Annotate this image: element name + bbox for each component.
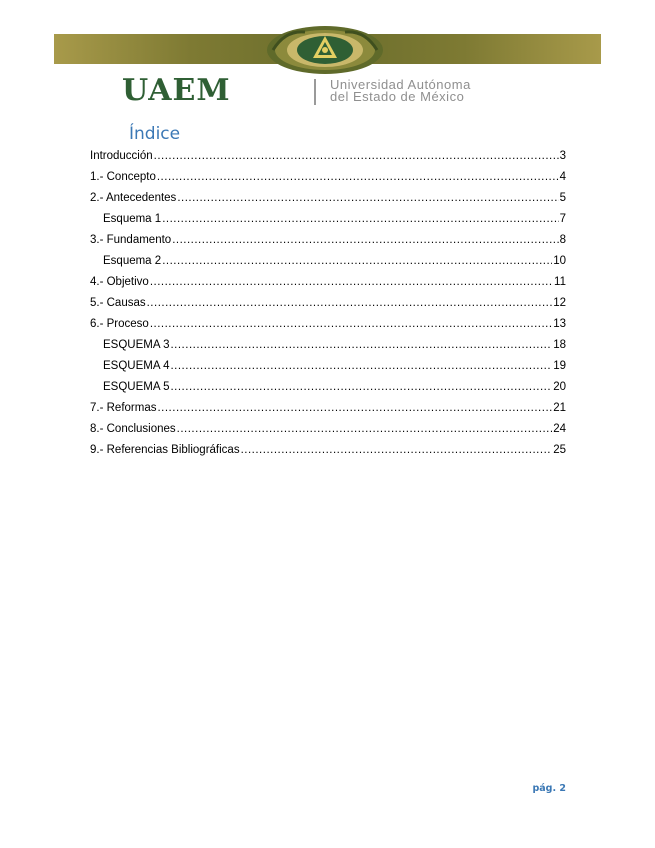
toc-leader-dots [150,272,553,293]
toc-entry-label: 5.- Causas [90,297,146,309]
toc-entry[interactable] [90,335,566,356]
toc-leader-dots [170,335,552,356]
toc-entry[interactable] [90,167,566,188]
toc-entry[interactable] [90,440,566,461]
toc-entry-label: 9.- Referencias Bibliográficas [90,444,240,456]
toc-leader-dots [170,377,552,398]
toc-entry-page: 8 [559,234,566,246]
toc-entry-page: 25 [553,444,566,456]
toc-leader-dots [162,251,552,272]
university-seal-icon [265,24,385,76]
toc-entry[interactable] [90,377,566,398]
toc-entry[interactable] [90,251,566,272]
toc-entry[interactable] [90,209,566,230]
toc-entry[interactable] [90,272,566,293]
toc-entry[interactable] [90,293,566,314]
toc-entry-label: 1.- Concepto [90,171,156,183]
toc-entry-page: 13 [553,318,566,330]
toc-entry-page: 12 [553,297,566,309]
toc-entry-page: 11 [554,276,566,288]
toc-entry[interactable] [90,356,566,377]
uaem-logo-text: UAEM [122,73,231,108]
toc-entry-label: 4.- Objetivo [90,276,149,288]
university-name-line2: del Estado de México [330,89,465,104]
toc-leader-dots [157,398,552,419]
toc-leader-dots [154,146,559,167]
toc-entry-page: 10 [553,255,566,267]
toc-entry-label: 8.- Conclusiones [90,423,176,435]
toc-entry-page: 18 [553,339,566,351]
toc-entry-page: 24 [553,423,566,435]
toc-leader-dots [157,167,559,188]
toc-entry-label: Esquema 1 [103,213,162,225]
toc-entry[interactable] [90,419,566,440]
toc-entry-label: Esquema 2 [103,255,162,267]
toc-leader-dots [147,293,553,314]
table-of-contents [90,146,566,461]
toc-leader-dots [241,440,553,461]
toc-entry-label: Introducción [90,150,153,162]
toc-leader-dots [177,419,553,440]
toc-entry[interactable] [90,398,566,419]
toc-entry-label: 7.- Reformas [90,402,157,414]
toc-entry-page: 20 [553,381,566,393]
logo-divider [314,79,316,105]
toc-leader-dots [162,209,558,230]
toc-entry[interactable] [90,230,566,251]
university-name-line1: Universidad Autónoma [330,77,471,92]
page-header [0,0,655,115]
toc-entry-page: 7 [559,213,566,225]
toc-title: Índice [129,124,181,144]
university-name [330,79,560,103]
toc-entry-page: 19 [553,360,566,372]
toc-entry[interactable] [90,314,566,335]
toc-leader-dots [172,230,558,251]
toc-entry-label: 3.- Fundamento [90,234,172,246]
toc-entry-label: 6.- Proceso [90,318,149,330]
toc-entry-label: ESQUEMA 4 [103,360,170,372]
toc-entry-page: 3 [559,150,566,162]
toc-entry-page: 21 [553,402,566,414]
toc-leader-dots [150,314,552,335]
page-number: pág. 2 [532,783,566,794]
toc-leader-dots [177,188,558,209]
toc-entry-page: 4 [559,171,566,183]
toc-entry-label: ESQUEMA 3 [103,339,170,351]
toc-entry[interactable] [90,188,566,209]
toc-entry-label: ESQUEMA 5 [103,381,170,393]
toc-entry-page: 5 [559,192,566,204]
toc-leader-dots [170,356,552,377]
toc-entry[interactable] [90,146,566,167]
toc-entry-label: 2.- Antecedentes [90,192,177,204]
